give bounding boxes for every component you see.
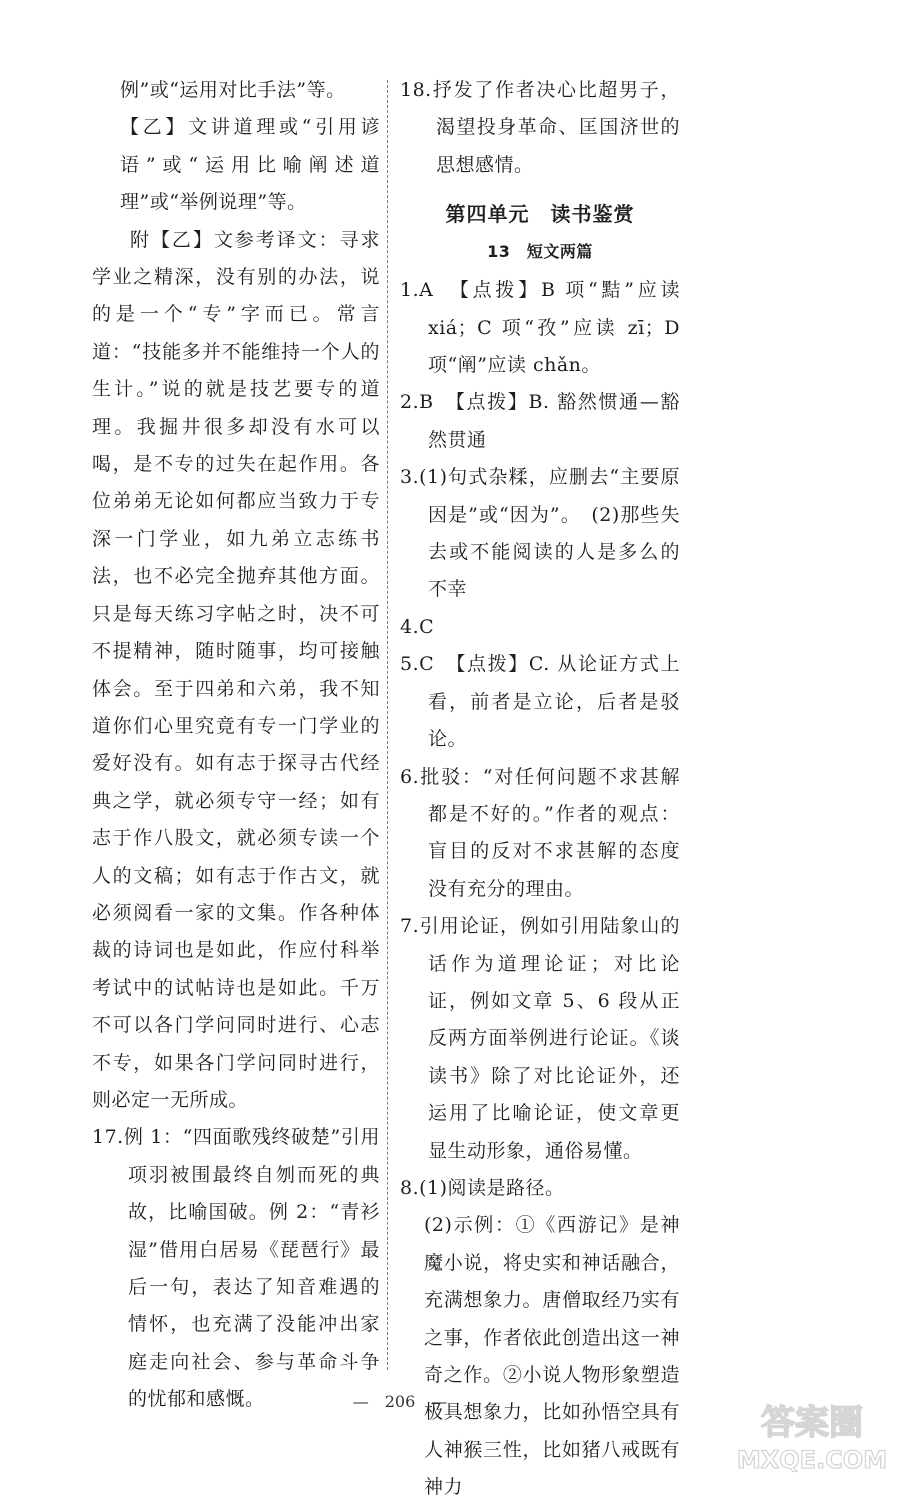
page-number: — 206 — (352, 1392, 448, 1411)
watermark-text-top: 答案圈 (761, 1403, 863, 1443)
column-divider (387, 80, 388, 1370)
answer-16-part-b: 【乙】文讲道理或“引用谚语”或“运用比喻阐述道理”或“举例说理”等。 (120, 116, 380, 214)
answer-18: 18.抒发了作者决心比超男子，渴望投身革命、匡国济世的思想感情。 (400, 79, 680, 176)
lesson-title: 13 短文两篇 (487, 242, 593, 262)
translation-paragraph: 附【乙】文参考译文：寻求学业之精深，没有别的办法，说的是一个“专”字而已。常言道：“技能多并不能维持一个人的生计。”说的就是技艺要专的道理。我掘井很多却没有水可以喝，是不专的过失在起作用。各位弟弟无论如何都应当致力于专深一门学业，如九弟立志练书法，也不必完全抛弃其他方面。只是每天练习字帖之时，决不可不提精神，随时随事，均可接触体会。至于四弟和六弟，我不知道你们心里究竟有专一门学业的爱好没有。如有志于探寻古代经典之学，就必须专守一经；如有志于作八股文，就必须专读一个人的文稿；如有志于作古文，就必须阅看一家的文集。作各种体裁的诗词也是如此，作应付科举考试中的试帖诗也是如此。千万不可以各门学问同时进行、心志不专，如果各门学问同时进行，则必定一无所成。 (92, 228, 380, 1111)
answer-6: 6.批驳：“对任何问题不求甚解都是不好的。”作者的观点：盲目的反对不求甚解的态度没有充分的理由。 (400, 765, 680, 900)
unit-title: 第四单元 读书鉴赏 (445, 202, 635, 227)
watermark-text-bottom: MXQE.COM (736, 1446, 888, 1474)
answer-17: 17.例 1：“四面歌残终破楚”引用项羽被围最终自刎而死的典故，比喻国破。例 2：“青衫湿”借用白居易《琵琶行》最后一句，表达了知音难遇的情怀，也充满了没能冲出家庭走向社会、参与革命斗争的忧郁和感慨。 (92, 1126, 380, 1411)
answer-5: 5.C 【点拨】C. 从论证方式上看，前者是立论，后者是驳论。 (400, 653, 680, 751)
watermark-logo (732, 1396, 892, 1476)
answer-7: 7.引用论证，例如引用陆象山的话作为道理论证；对比论证，例如文章 5、6 段从正反两方面举例进行论证。《谈读书》除了对比论证外，还运用了比喻论证，使文章更显生动形象，通俗易懂。 (400, 915, 680, 1162)
right-column (400, 72, 680, 1507)
answer-2: 2.B 【点拨】B. 豁然惯通—豁然贯通 (400, 391, 680, 451)
answer-1: 1.A 【点拨】B 项“黠”应读 xiá；C 项“孜”应读 zī；D 项“阐”应读 chǎn。 (400, 279, 680, 377)
answer-16-continued: 例”或“运用对比手法”等。 (120, 79, 346, 101)
answer-3: 3.(1)句式杂糅，应删去“主要原因是”或“因为”。 (2)那些失去或不能阅读的人是多么的不幸 (400, 466, 680, 601)
answer-8-part-2: (2)示例：①《西游记》是神魔小说，将史实和神话融合，充满想象力。唐僧取经乃实有之事，作者依此创造出这一神奇之作。②小说人物形象塑造极具想象力，比如孙悟空具有人神猴三性，比如猪八戒既有神力 (424, 1214, 680, 1499)
answer-4: 4.C (400, 615, 435, 638)
answer-8-part-1: 8.(1)阅读是路径。 (400, 1176, 565, 1199)
left-column (92, 72, 380, 1419)
